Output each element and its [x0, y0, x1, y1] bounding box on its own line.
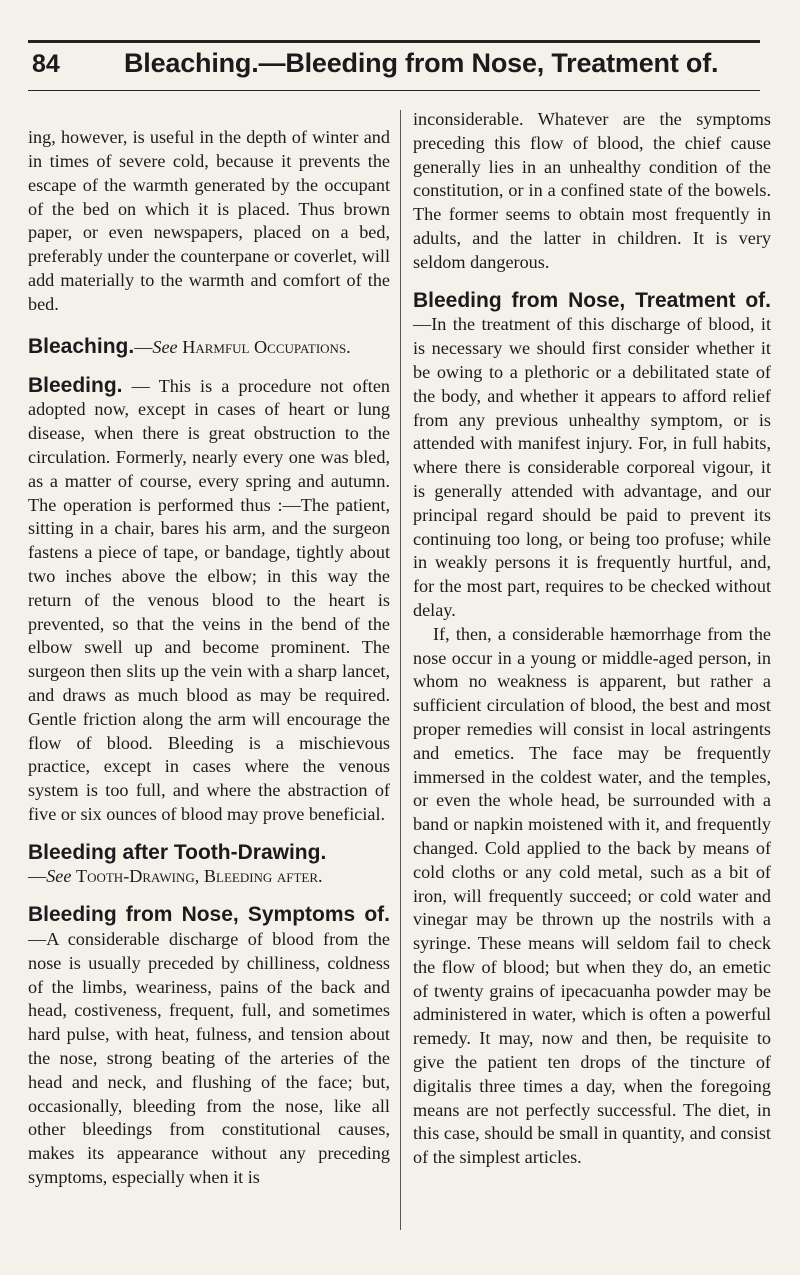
continuation-text: inconsiderable. Whatever are the symptoms preceding this flow of blood, the chief cause generally lies in an unhealthy condition of the constitution, or in a confined state of the bowels. The former seems to obtain most frequently in adults, and the latter in children. It is very seldom dangerous. [413, 109, 771, 272]
entry-continuation-right [413, 108, 771, 275]
entry-heading-nose-treatment: Bleeding from Nose, Treatment of. [413, 288, 771, 312]
cross-reference-tooth-drawing: Tooth-Drawing, Bleeding after. [75, 866, 323, 887]
entry-bleeding-from-nose-treatment [413, 289, 771, 1170]
entry-heading-bleaching: Bleaching. [28, 334, 135, 358]
entry-heading-nose-symptoms: Bleeding from Nose, Symptoms of. [28, 903, 390, 927]
cross-reference-harmful-occupations: Harmful Occupations. [182, 336, 351, 357]
entry-body-nose-symptoms: —A considerable discharge of blood from the nose is usually preceded by chilliness, coldness of the limbs, weariness, pains of the back and head, costiveness, frequent, full, and sometimes hard pulse, with heat, fulness, and tension about the nose, strong beating of the arteries of the head and neck, and flushing of the face; but, occasionally, bleeding from the nose, like all other bleedings from constitutional causes, makes its appearance without any preceding symptoms, especially when it is [28, 929, 390, 1188]
entry-bleaching [28, 335, 390, 360]
running-title: Bleaching.—Bleeding from Nose, Treatment of. [124, 48, 719, 78]
entry-heading-tooth-drawing: Bleeding after Tooth-Drawing. [28, 840, 327, 864]
page-number: 84 [32, 50, 60, 78]
entry-body-nose-treatment: —In the treatment of this discharge of blood, it is necessary we should first consider whether it be owing to a plethoric or a debilitated state of the body, and whether it appears to afford relief from any previous unhealthy symptom, or is attended with manifest injury. For, in full habits, where there is considerable corporeal vigour, it is generally attended with advantage, and our principal regard should be paid to prevent its continuing too long, or being too profuse; while in weakly persons it is frequently hurtful, and, for the most part, requires to be checked without delay. [413, 314, 771, 620]
entry-body-bleeding: — This is a procedure not often adopted now, except in cases of heart or lung disease, when there is great obstruction to the circulation. Formerly, nearly every one was bled, as a matter of course, every spring and autumn. The operation is performed thus :—The patient, sitting in a chair, bares his arm, and the surgeon fastens a piece of tape, or bandage, tightly about two inches above the elbow; in this way the return of the venous blood to the heart is prevented, so that the veins in the bend of the elbow swell up and become prominent. The surgeon then slits up the vein with a sharp lancet, and draws as much blood as may be required. Gentle friction along the arm will encourage the flow of blood. Bleeding is a mischievous practice, except in cases where the venous system is too full, and where the abstraction of five or six ounces of blood may prove beneficial. [28, 375, 390, 824]
column-divider [400, 110, 401, 1230]
entry-heading-bleeding: Bleeding. [28, 373, 123, 397]
entry-continuation-left [28, 126, 390, 316]
right-column [413, 108, 771, 1184]
page-header [28, 30, 760, 98]
entry-body-nose-treatment-paragraph-2: If, then, a considerable hæmorrhage from the nose occur in a young or middle-aged person, in whom no weakness is apparent, but rather a sufficient circulation of blood, the best and most proper remedies will consist in local astringents and emetics. The face may be frequently immersed in the coldest water, and the temples, or even the whole head, be surrounded with a band or napkin moistened with it, and frequently changed. Cold applied to the back by means of cold cloths or any cold metal, such as a bit of iron, will frequently succeed; or cold water and vinegar may be thrown up the nostrils with a syringe. These means will seldom fail to check the flow of blood; but when they do, an emetic of twenty grains of ipecacuanha powder may be administered in water, which is often a powerful remedy. It may, now and then, be requisite to give the patient ten drops of the tincture of digitalis three times a day, when the foregoing means are not perfectly successful. The diet, in this case, should be small in quantity, and consist of the simplest articles. [413, 623, 771, 1168]
entry-bleeding [28, 374, 390, 827]
left-column [28, 108, 390, 1204]
see-reference-label: See [152, 336, 178, 357]
header-rule-top [28, 40, 760, 43]
continuation-text: ing, however, is useful in the depth of winter and in times of severe cold, because it prevents the escape of the warmth generated by the occupant of the bed on which it is placed. Thus brown paper, or even newspapers, placed on a bed, preferably under the counterpane or coverlet, will add materially to the warmth and comfort of the bed. [28, 127, 390, 314]
see-reference-label: See [46, 866, 72, 887]
entry-dash: — [28, 866, 47, 887]
entry-dash: — [134, 336, 153, 357]
entry-bleeding-after-tooth-drawing [28, 841, 390, 890]
header-rule-bottom [28, 90, 760, 91]
entry-bleeding-from-nose-symptoms [28, 903, 390, 1190]
